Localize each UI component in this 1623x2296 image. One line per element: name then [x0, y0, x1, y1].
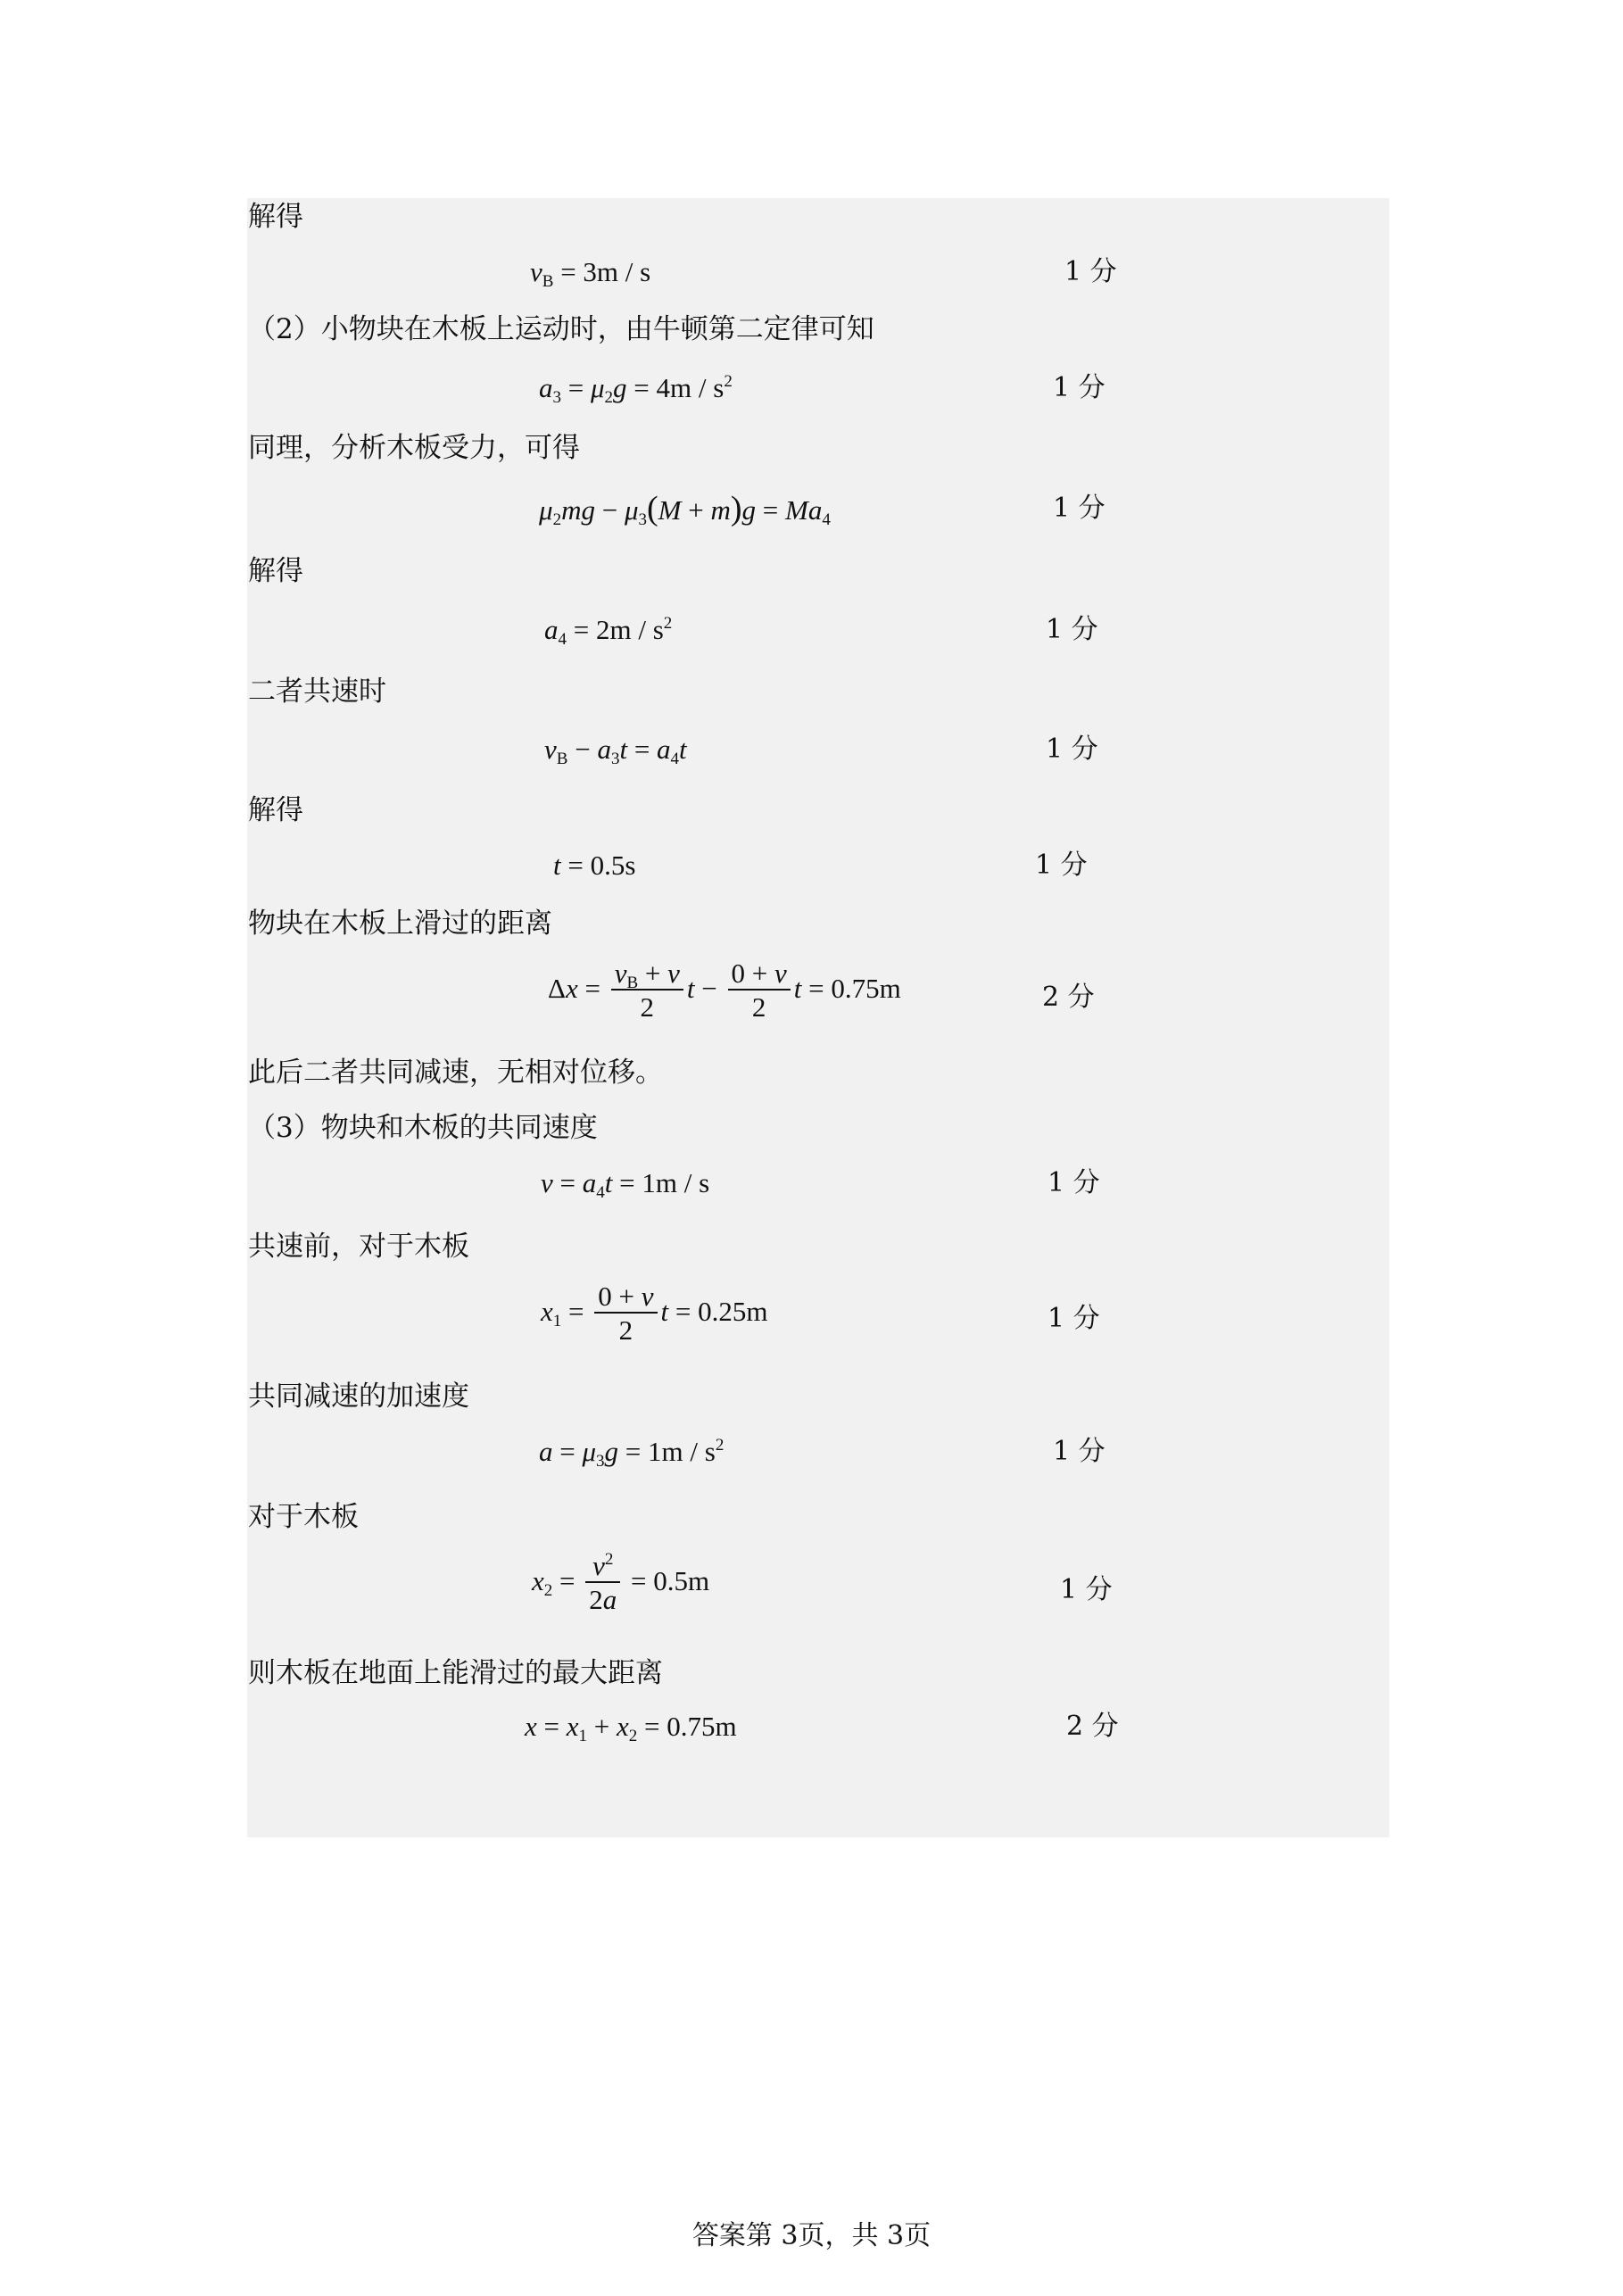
score-4: 1 分	[1046, 614, 1098, 645]
text-line-1: 解得	[248, 201, 303, 233]
text-line-12: 对于木板	[248, 1501, 359, 1533]
page-footer: 答案第 3页，共 3页	[691, 2220, 932, 2251]
equation-8: $v = a_4t = 1m / s$	[541, 1167, 710, 1202]
score-2: 1 分	[1053, 372, 1105, 403]
fraction-3: $\frac{0 + v}{2}$	[594, 1281, 657, 1347]
equation-12: $x = x_1 + x_2 = 0.75m$	[525, 1711, 737, 1745]
score-10: 1 分	[1053, 1436, 1105, 1467]
score-5: 1 分	[1046, 734, 1098, 765]
text-line-13: 则木板在地面上能滑过的最大距离	[248, 1657, 663, 1689]
equation-4: $a_4 = 2m / s^2$	[544, 614, 673, 649]
text-line-11: 共同减速的加速度	[248, 1380, 469, 1413]
score-11: 1 分	[1060, 1574, 1113, 1605]
fraction-2: $\frac{0 + v}{2}$	[728, 958, 791, 1024]
score-8: 1 分	[1047, 1167, 1100, 1198]
equation-7: Δx = $\frac{v_B + v}{2}$ t − $\frac{0 + v}{2}$ t = 0.75m	[548, 957, 901, 1023]
text-line-5: 二者共速时	[248, 676, 386, 708]
score-6: 1 分	[1035, 850, 1088, 881]
text-line-8: 此后二者共同减速，无相对位移。	[248, 1057, 663, 1089]
text-line-3: 同理，分析木板受力，可得	[248, 432, 580, 464]
score-9: 1 分	[1047, 1303, 1100, 1334]
score-7: 2 分	[1042, 982, 1095, 1013]
equation-6: t = 0.5s	[553, 850, 636, 881]
equation-9: $x_1$ = $\frac{0 + v}{2}$ t = 0.25m	[541, 1281, 768, 1346]
score-1: 1 分	[1064, 256, 1117, 287]
equation-2: $a_3 = \mu_2g = 4m / s^2$	[539, 372, 733, 407]
text-line-9: （3）物块和木板的共同速度	[248, 1112, 598, 1144]
equation-5: $v_B - a_3t = a_4t$	[544, 734, 687, 768]
text-line-10: 共速前，对于木板	[248, 1231, 469, 1263]
equation-1: $v_B = 3m / s$	[530, 256, 651, 291]
fraction-4: $\frac{v^2}{2a}$	[585, 1551, 620, 1617]
score-12: 2 分	[1066, 1711, 1119, 1742]
equation-3: $\mu_2mg - \mu_3(M + m)g = Ma_4$	[539, 490, 831, 529]
text-line-6: 解得	[248, 794, 303, 826]
text-line-7: 物块在木板上滑过的距离	[248, 908, 552, 940]
fraction-1: $\frac{v_B + v}{2}$	[611, 958, 683, 1024]
score-3: 1 分	[1053, 493, 1105, 524]
equation-11: $x_2$ = $\frac{v^2}{2a}$ = 0.5m	[532, 1550, 710, 1615]
text-line-4: 解得	[248, 555, 303, 587]
equation-10: $a = \mu_3g = 1m / s^2$	[539, 1436, 725, 1471]
text-line-2: （2）小物块在木板上运动时，由牛顿第二定律可知	[248, 313, 874, 345]
